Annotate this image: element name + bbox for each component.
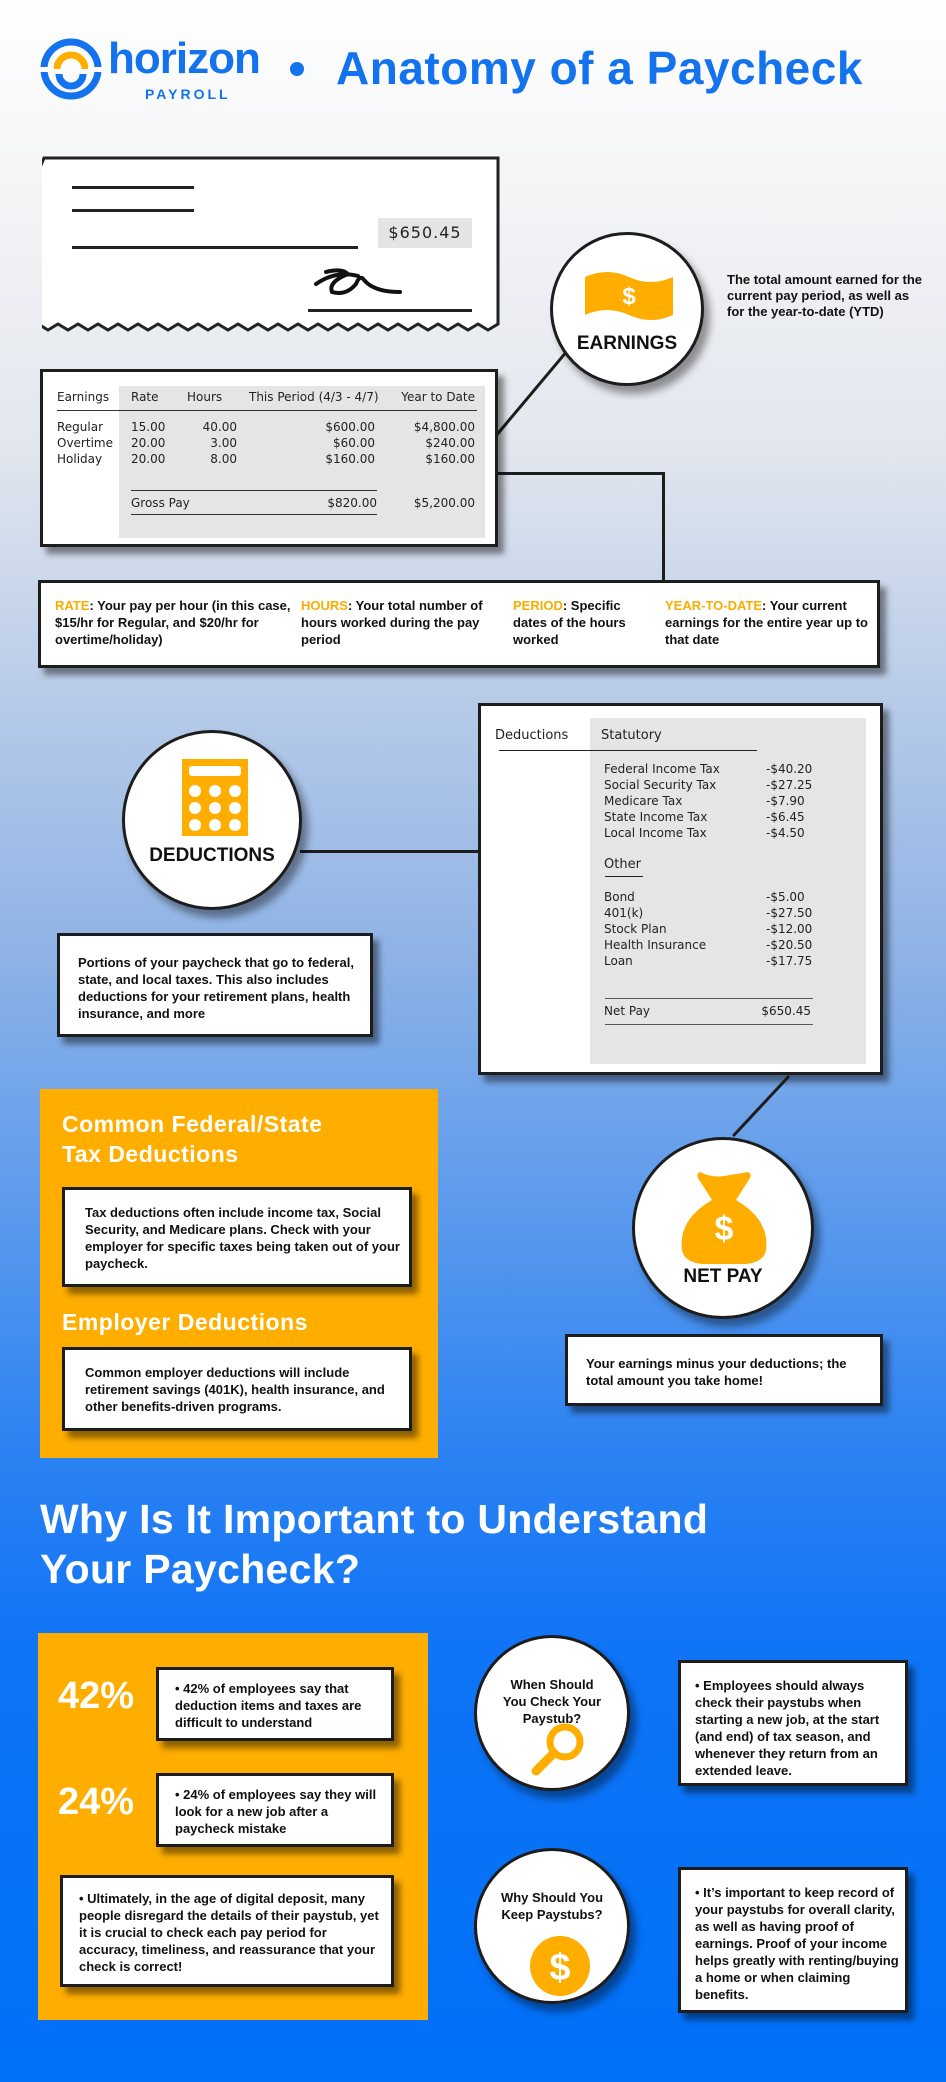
definition-period: PERIOD: Specific dates of the hours worked (513, 598, 626, 647)
magnifier-icon (529, 1720, 589, 1780)
net-pay-label-text: NET PAY (683, 1266, 763, 1287)
brand-name: horizon (108, 34, 260, 83)
col-header-hours: Hours (187, 390, 223, 404)
conclusion-text: • Ultimately, in the age of digital deposit, many people disregard the details of their paystub, yet it is crucial to check each pay period for accuracy, timeliness, and reassurance that your check is correct! (79, 1891, 379, 1974)
earnings-description: The total amount earned for the current pay period, as well as for the year-to-date (YTD) (727, 272, 923, 319)
check-amount: $650.45 (378, 218, 472, 248)
stat-42-text: • 42% of employees say that deduction items and taxes are difficult to understand (175, 1681, 362, 1730)
deductions-description-card (57, 933, 373, 1037)
net-pay-circle (632, 1137, 814, 1319)
gross-pay-period: $820.00 (327, 496, 377, 510)
common-deductions-heading-2: Tax Deductions (62, 1141, 239, 1167)
definitions-strip (38, 580, 880, 668)
keep-question: Why Should You Keep Paystubs? (500, 1890, 604, 1922)
col-header-ytd: Year to Date (401, 390, 475, 404)
employer-deductions-text: Common employer deductions will include retirement savings (401K), health insurance, and other benefits-driven programs. (85, 1365, 385, 1414)
netpay-connector-line (732, 1075, 790, 1137)
dollar-bill-icon (585, 271, 673, 321)
page-title: Anatomy of a Paycheck (336, 42, 863, 94)
why-section-title: Why Is It Important to Understand Your Paycheck? (40, 1496, 709, 1592)
keep-answer: • It’s important to keep record of your paystubs for overall clarity, as well as having proof of earnings. Proof of your income helps greatly with renting/buying a home or when claiming benefits. (695, 1885, 899, 2002)
svg-text:$: $ (549, 1947, 571, 1989)
earnings-table: Earnings Rate Hours This Period (4/3 - 4/7) Year to Date Regular 15.00 40.00 $600.00 $4,800.00 Overtime 20.00 3.00 $60.00 $240.00 Holiday 20.00 8.00 $160.00 $160.00 Gross Pay $820.00 $5,200.00 (40, 369, 498, 547)
col-header-rate: Rate (131, 390, 159, 404)
employer-deductions-heading: Employer Deductions (62, 1309, 308, 1335)
net-pay-amount: $650.45 (761, 1004, 811, 1018)
gross-pay-label: Gross Pay (131, 496, 190, 510)
deductions-circle (122, 730, 302, 910)
svg-text:$: $ (622, 283, 636, 310)
gross-pay-ytd: $5,200.00 (413, 496, 475, 510)
employer-deductions-card (62, 1347, 412, 1431)
keep-answer-card (678, 1867, 908, 2013)
deductions-label: DEDUCTIONS (149, 845, 275, 866)
common-deductions-panel (40, 1089, 438, 1458)
earnings-connector-line (495, 350, 568, 436)
calculator-icon (182, 759, 248, 836)
net-pay-description: Your earnings minus your deductions; the total amount you take home! (586, 1356, 847, 1388)
deductions-description: Portions of your paycheck that go to federal, state, and local taxes. This also includes deductions for your retirement plans, health insurance, and more (78, 955, 354, 1021)
dollar-coin-icon (529, 1935, 591, 1997)
earnings-circle (550, 232, 704, 386)
money-bag-icon (678, 1170, 770, 1264)
net-pay-label: Net Pay (604, 1004, 651, 1018)
stat-42-value: 42% (58, 1675, 135, 1717)
conclusion-card (60, 1875, 394, 1987)
horizon-logo-icon (40, 38, 102, 100)
definition-ytd: YEAR-TO-DATE: Your current earnings for the entire year up to that date (665, 598, 868, 647)
stat-24-value: 24% (58, 1781, 135, 1823)
keep-paystubs-circle (474, 1848, 630, 2004)
deductions-table: Deductions Statutory Federal Income Tax -$40.20 Social Security Tax -$27.25 Medicare Tax -$7.90 State Income Tax -$6.45 Local Income Tax -$4.50 Other Bond -$5.00 401(k) -$27.50 Stock Plan -$12.00 Health Insurance -$20.50 Loan -$17.75 Net Pay $650.45 (478, 703, 883, 1075)
title-separator-dot (290, 62, 304, 76)
when-check-circle (474, 1635, 630, 1791)
earnings-label: EARNINGS (576, 333, 678, 354)
col-header-period: This Period (4/3 - 4/7) (249, 390, 379, 404)
other-heading: Other (604, 857, 641, 872)
definition-rate: RATE: Your pay per hour (in this case, $15/hr for Regular, and $20/hr for overtime/holiday) (55, 598, 291, 647)
when-question: When Should You Check Your Paystub? (502, 1677, 602, 1726)
period-connector-vertical (662, 472, 665, 582)
common-deductions-heading-1: Common Federal/State (62, 1111, 323, 1137)
when-answer-card (678, 1660, 908, 1786)
brand-subtitle: PAYROLL (145, 86, 231, 102)
deductions-title: Deductions (495, 728, 569, 743)
definition-hours: HOURS: Your total number of hours worked during the pay period (301, 598, 483, 647)
when-answer: • Employees should always check their paystubs when starting a new job, at the start (and end) of tax season, and whenever they return from an extended leave. (695, 1678, 880, 1778)
tax-deductions-text: Tax deductions often include income tax, Social Security, and Medicare plans. Check with your employer for specific taxes being taken out of your paycheck. (85, 1205, 400, 1271)
net-pay-description-card (565, 1334, 883, 1406)
statutory-heading: Statutory (601, 728, 662, 743)
period-connector-horizontal (496, 472, 664, 475)
svg-text:$: $ (714, 1210, 734, 1248)
stat-24-text: • 24% of employees say they will look for a new job after a paycheck mistake (175, 1787, 377, 1836)
stat-42-card (156, 1667, 394, 1741)
tax-deductions-card (62, 1187, 412, 1287)
deductions-connector-line (300, 850, 480, 853)
col-header-earnings: Earnings (57, 390, 110, 404)
stat-24-card (156, 1773, 394, 1847)
stats-panel (38, 1633, 428, 2020)
